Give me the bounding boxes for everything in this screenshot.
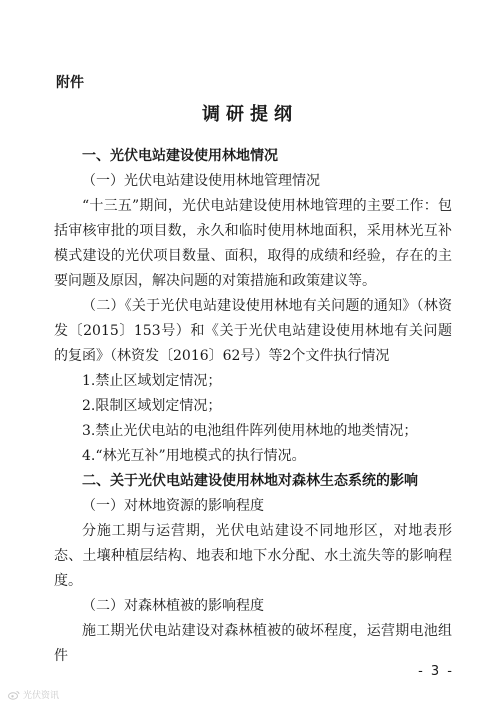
attachment-label: 附件 <box>56 75 84 91</box>
list-item: 3.禁止光伏电站的电池组件阵列使用林地的地类情况； <box>82 423 418 439</box>
list-item: 4.“林光互补”用地模式的执行情况。 <box>82 448 306 464</box>
body-paragraph: （二）《关于光伏电站建设使用林地有关问题的通知》（林资发〔2015〕153号）和《关于光伏电站建设使用林地有关问题的复函》（林资发〔2016〕62号）等2个文件执行情况 <box>54 298 452 364</box>
body-paragraph: 施工期光伏电站建设对森林植被的破坏程度，运营期电池组件 <box>54 623 452 664</box>
watermark <box>8 688 59 701</box>
subsection-heading: （一）光伏电站建设使用林地管理情况 <box>82 173 320 189</box>
section-heading: 一、光伏电站建设使用林地情况 <box>82 148 278 164</box>
section-heading: 二、关于光伏电站建设使用林地对森林生态系统的影响 <box>82 473 418 489</box>
weibo-icon <box>8 690 20 700</box>
watermark-text: 光伏资讯 <box>23 691 60 701</box>
list-item: 1.禁止区域划定情况； <box>82 373 222 389</box>
subsection-heading: （二）对森林植被的影响程度 <box>82 598 264 614</box>
document-title: 调研提纲 <box>202 104 298 125</box>
body-paragraph: “十三五”期间，光伏电站建设使用林地管理的主要工作：包括审核审批的项目数，永久和临时使用林地面积，采用林光互补模式建设的光伏项目数量、面积，取得的成绩和经验，存在的主要问题及原因，解决问题的对策措施和政策建议等。 <box>54 198 452 289</box>
list-item: 2.限制区域划定情况； <box>82 398 222 414</box>
document-body <box>54 144 452 669</box>
page-number: - 3 - <box>418 664 454 679</box>
subsection-heading: （一）对林地资源的影响程度 <box>82 498 264 514</box>
body-paragraph: 分施工期与运营期，光伏电站建设不同地形区，对地表形态、土壤种植层结构、地表和地下水分配、水土流失等的影响程度。 <box>54 523 452 589</box>
